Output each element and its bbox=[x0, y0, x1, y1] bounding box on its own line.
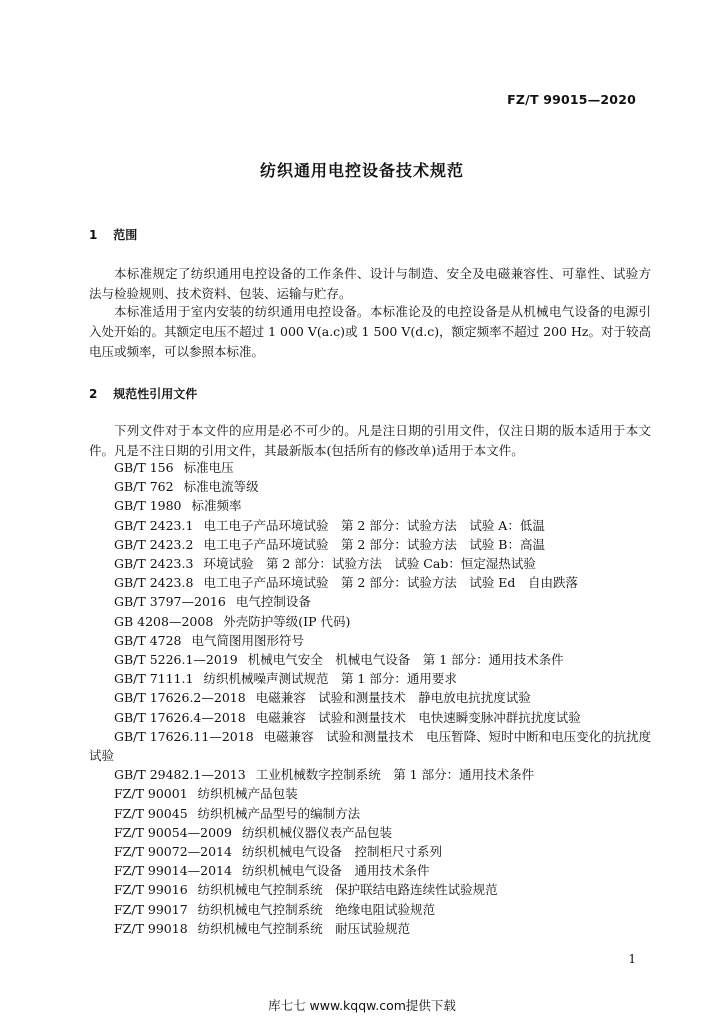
reference-title: 机械电气安全 机械电气设备 第 1 部分：通用技术条件 bbox=[247, 652, 564, 668]
reference-item bbox=[89, 784, 659, 803]
reference-item bbox=[89, 573, 659, 592]
reference-title: 电工电子产品环境试验 第 2 部分：试验方法 试验 Ed 自由跌落 bbox=[203, 575, 578, 591]
reference-code: GB/T 17626.4—2018 bbox=[114, 709, 246, 725]
reference-item bbox=[89, 612, 659, 631]
section-title: 规范性引用文件 bbox=[113, 387, 198, 401]
reference-item bbox=[89, 804, 659, 823]
reference-list bbox=[89, 458, 659, 938]
reference-title: 纺织机械电气设备 通用技术条件 bbox=[241, 863, 430, 879]
reference-item bbox=[89, 650, 659, 669]
section-heading-normative-references bbox=[89, 385, 197, 402]
reference-code: GB 4208—2008 bbox=[114, 613, 214, 629]
reference-title: 电磁兼容 试验和测量技术 电压暂降、短时中断和电压变化的抗扰度 bbox=[263, 728, 652, 744]
scope-paragraph-1: 本标准规定了纺织通用电控设备的工作条件、设计与制造、安全及电磁兼容性、可靠性、试验方法与检验规则、技术资料、包装、运输与贮存。 bbox=[89, 266, 651, 301]
reference-code: FZ/T 99014—2014 bbox=[114, 863, 232, 879]
reference-item bbox=[89, 823, 659, 842]
reference-code: FZ/T 90072—2014 bbox=[114, 844, 232, 860]
reference-code: GB/T 17626.11—2018 bbox=[114, 728, 254, 744]
reference-title: 环境试验 第 2 部分：试验方法 试验 Cab：恒定湿热试验 bbox=[203, 556, 536, 572]
reference-title: 纺织机械产品型号的编制方法 bbox=[197, 805, 361, 821]
reference-item bbox=[89, 880, 659, 899]
section-number: 2 bbox=[89, 387, 98, 401]
reference-title: 电工电子产品环境试验 第 2 部分：试验方法 试验 B：高温 bbox=[203, 536, 545, 552]
reference-item bbox=[89, 765, 659, 784]
reference-item bbox=[89, 631, 659, 650]
reference-title: 纺织机械电气控制系统 保护联结电路连续性试验规范 bbox=[197, 882, 498, 898]
reference-item bbox=[89, 516, 659, 535]
reference-title: 工业机械数字控制系统 第 1 部分：通用技术条件 bbox=[255, 767, 535, 783]
reference-code: GB/T 5226.1—2019 bbox=[114, 652, 238, 668]
reference-item bbox=[89, 861, 659, 880]
section-title: 范围 bbox=[113, 228, 138, 242]
reference-code: GB/T 3797—2016 bbox=[114, 594, 226, 610]
reference-code: FZ/T 99016 bbox=[114, 882, 188, 898]
reference-code: GB/T 29482.1—2013 bbox=[114, 767, 246, 783]
reference-title: 纺织机械电气设备 控制柜尺寸系列 bbox=[241, 844, 442, 860]
section-heading-scope bbox=[89, 226, 137, 243]
section-number: 1 bbox=[89, 228, 98, 242]
reference-item bbox=[89, 535, 659, 554]
reference-code: GB/T 17626.2—2018 bbox=[114, 690, 246, 706]
reference-title-continuation: 试验 bbox=[89, 748, 115, 764]
reference-code: FZ/T 99017 bbox=[114, 901, 188, 917]
reference-title: 电气控制设备 bbox=[235, 594, 311, 610]
reference-item bbox=[89, 554, 659, 573]
reference-code: GB/T 2423.8 bbox=[114, 575, 194, 591]
page-number: 1 bbox=[628, 952, 636, 966]
reference-title: 标准电流等级 bbox=[183, 479, 259, 495]
reference-title: 纺织机械电气控制系统 绝缘电阻试验规范 bbox=[197, 901, 436, 917]
reference-item bbox=[89, 592, 659, 611]
reference-item bbox=[89, 496, 659, 515]
reference-code: GB/T 1980 bbox=[114, 498, 182, 514]
scope-paragraph-2: 本标准适用于室内安装的纺织通用电控设备。本标准论及的电控设备是从机械电气设备的电源引入处开始的。其额定电压不超过 1 000 V(a.c)或 1 500 V(d.c)，额定频率不超过 200 Hz。对于较高电压或频率，可以参照本标准。 bbox=[89, 304, 651, 359]
reference-code: GB/T 762 bbox=[114, 479, 174, 495]
reference-code: GB/T 2423.3 bbox=[114, 556, 194, 572]
reference-title: 纺织机械噪声测试规范 第 1 部分：通用要求 bbox=[203, 671, 457, 687]
document-title: 纺织通用电控设备技术规范 bbox=[259, 161, 464, 180]
reference-title: 电磁兼容 试验和测量技术 静电放电抗扰度试验 bbox=[255, 690, 531, 706]
reference-item bbox=[89, 458, 659, 477]
reference-code: GB/T 4728 bbox=[114, 632, 182, 648]
references-intro-paragraph: 下列文件对于本文件的应用是必不可少的。凡是注日期的引用文件，仅注日期的版本适用于本文件。凡是不注日期的引用文件，其最新版本(包括所有的修改单)适用于本文件。 bbox=[89, 423, 651, 458]
reference-code: GB/T 2423.2 bbox=[114, 536, 194, 552]
reference-item bbox=[89, 919, 659, 938]
reference-code: FZ/T 90001 bbox=[114, 786, 188, 802]
reference-title: 标准频率 bbox=[191, 498, 242, 514]
reference-item bbox=[89, 477, 659, 496]
reference-item bbox=[89, 688, 659, 707]
reference-title: 电气简图用图形符号 bbox=[191, 632, 305, 648]
reference-title: 电工电子产品环境试验 第 2 部分：试验方法 试验 A：低温 bbox=[203, 517, 545, 533]
download-footer: 库七七 www.kqqw.com提供下载 bbox=[268, 998, 456, 1013]
reference-title: 纺织机械仪器仪表产品包装 bbox=[241, 824, 392, 840]
reference-item bbox=[89, 842, 659, 861]
reference-code: GB/T 156 bbox=[114, 460, 174, 475]
reference-title: 纺织机械产品包装 bbox=[197, 786, 298, 802]
reference-item bbox=[89, 727, 659, 765]
reference-title: 电磁兼容 试验和测量技术 电快速瞬变脉冲群抗扰度试验 bbox=[255, 709, 581, 725]
reference-item bbox=[89, 669, 659, 688]
standard-number: FZ/T 99015—2020 bbox=[507, 92, 636, 107]
reference-code: FZ/T 99018 bbox=[114, 920, 188, 936]
reference-title: 外壳防护等级(IP 代码) bbox=[223, 613, 351, 629]
reference-title: 标准电压 bbox=[183, 460, 234, 475]
reference-code: FZ/T 90054—2009 bbox=[114, 824, 232, 840]
reference-title: 纺织机械电气控制系统 耐压试验规范 bbox=[197, 920, 411, 936]
reference-item bbox=[89, 900, 659, 919]
reference-code: GB/T 7111.1 bbox=[114, 671, 194, 687]
reference-code: FZ/T 90045 bbox=[114, 805, 188, 821]
reference-item bbox=[89, 708, 659, 727]
reference-code: GB/T 2423.1 bbox=[114, 517, 194, 533]
